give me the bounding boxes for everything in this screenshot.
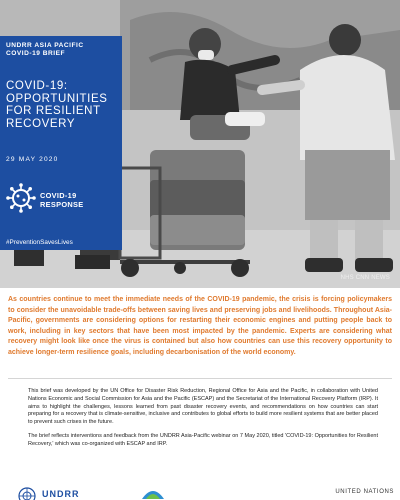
section-divider [8, 378, 392, 379]
badge-line2: RESPONSE [40, 200, 84, 209]
brief-label-line2: COVID-19 BRIEF [6, 50, 66, 57]
brief-label-line1: UNDRR ASIA PACIFIC [6, 42, 84, 49]
escap-logo-icon [140, 487, 166, 500]
page-title-line3: FOR RESILIENT [6, 105, 101, 117]
intro-paragraph: As countries continue to meet the immediate needs of the COVID-19 pandemic, the crisis is forcing policymakers to consider the unavoidable trade-offs between saving lives and preserving jobs and livelihoods. Throughout Asia-Pacific, governments are considering options for restarting their economic engines and putting people back to work, including in key sectors that have been most impacted by the pandemic. Experts are considering what recovery might look like once the virus is contained but also how countries can use this recovery opportunity to achieve longer-term resilience goals, including decarbonisation of the world economy. [8, 296, 392, 356]
about-brief-box [28, 388, 378, 449]
badge-line1: COVID-19 [40, 191, 77, 200]
hashtag: #PreventionSavesLives [6, 239, 73, 246]
page-title [6, 80, 120, 130]
footer-logos [0, 487, 400, 500]
brief-label [6, 42, 118, 58]
title-panel [0, 36, 122, 250]
photo-credit: NHS CNN NEWS [340, 275, 390, 281]
un-emblem-icon [18, 487, 36, 500]
page-title-line2: OPPORTUNITIES [6, 92, 108, 105]
page-title-line1: COVID-19: [6, 80, 68, 92]
covid-response-badge [40, 191, 83, 209]
united-nations-logo: UNITED NATIONS [335, 489, 394, 495]
about-paragraph-1: This brief was developed by the UN Office for Disaster Risk Reduction, Regional Office for Asia and the Pacific, in collaboration with United Nations Economic and Social Commission for Asia and the Pacific (ESCAP) and the Secretariat of the International Recovery Platform (IRP). It aims to highlight the challenges, lessons learned from past disaster recovery events, and recommendations on how countries can start preparing for a recovery that is climate-sensitive, inclusive and contributes to global efforts to build more resilient systems that are better placed to prevent such crises in the future. [28, 388, 378, 426]
publication-date: 29 MAY 2020 [6, 156, 59, 163]
virus-icon [6, 183, 36, 213]
about-paragraph-2: The brief reflects interventions and feedback from the UNDRR Asia-Pacific webinar on 7 May 2020, titled 'COVID-19: Opportunities for Resilient Recovery,' which was co-organized with ESCAP and IRP. [28, 432, 378, 447]
undrr-logo: UNDRR [42, 489, 80, 499]
page-title-line4: RECOVERY [6, 117, 76, 130]
